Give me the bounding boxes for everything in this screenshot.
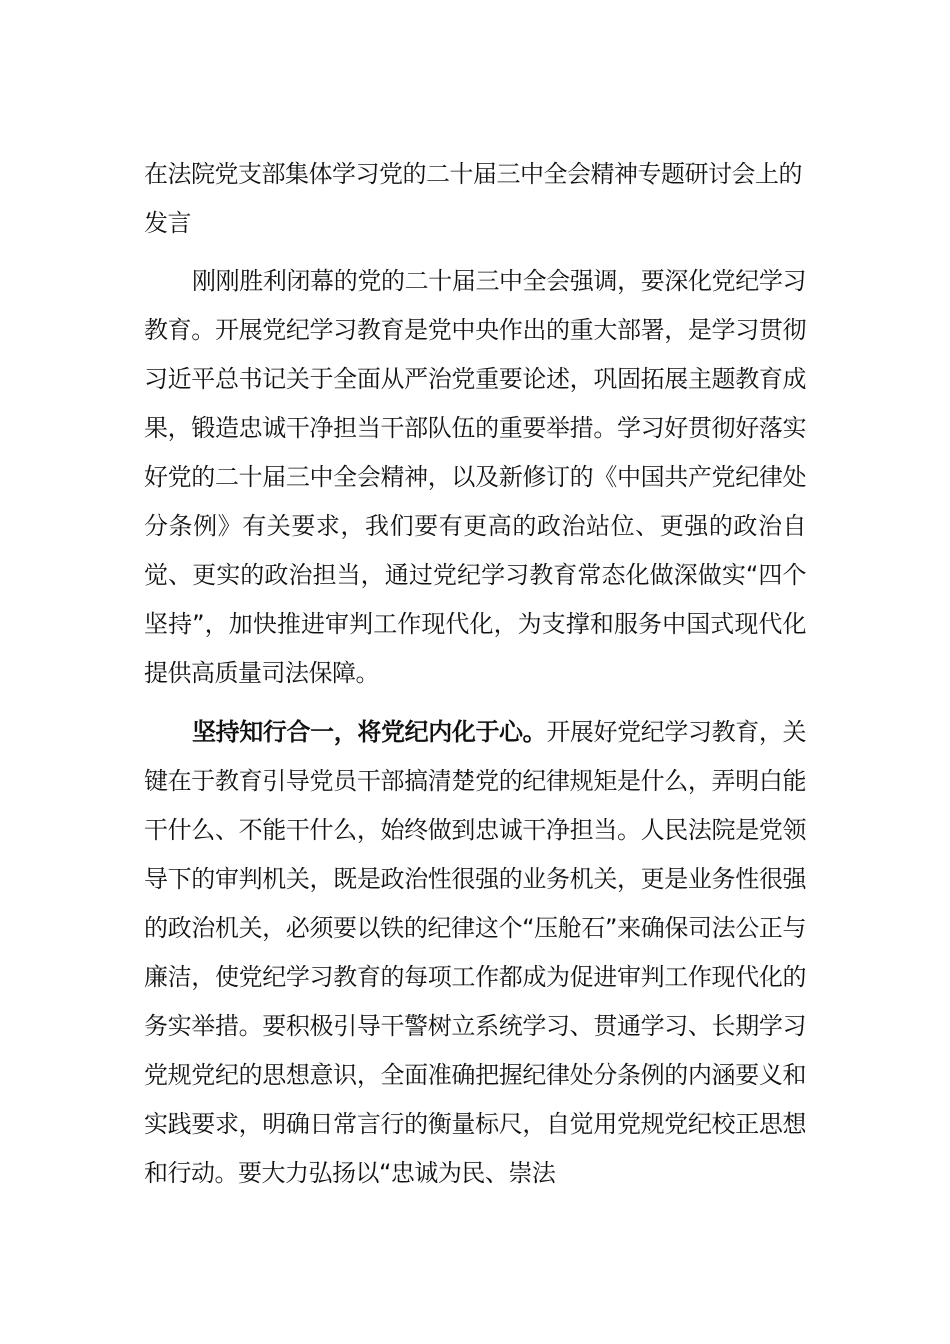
paragraph-intro: 刚刚胜利闭幕的党的二十届三中全会强调，要深化党纪学习教育。开展党纪学习教育是党中央作出的重大部署，是学习贯彻习近平总书记关于全面从严治党重要论述，巩固拓展主题教育成果，锻造忠诚干净担当干部队伍的重要举措。学习好贯彻好落实好党的二十届三中全会精神，以及新修订的《中国共产党纪律处分条例》有关要求，我们要有更高的政治站位、更强的政治自觉、更实的政治担当，通过党纪学习教育常态化做深做实“四个坚持”，加快推进审判工作现代化，为支撑和服务中国式现代化提供高质量司法保障。 (144, 267, 806, 687)
document-content (144, 150, 806, 1208)
section-heading: 坚持知行合一，将党纪内化于心。 (192, 718, 547, 746)
section-body: 开展好党纪学习教育，关键在于教育引导党员干部搞清楚党的纪律规矩是什么，弄明白能干什么、不能干什么，始终做到忠诚干净担当。人民法院是党领导下的审判机关，既是政治性很强的业务机关，更是业务性很强的政治机关，必须要以铁的纪律这个“压舱石”来确保司法公正与廉洁，使党纪学习教育的每项工作都成为促进审判工作现代化的务实举措。要积极引导干警树立系统学习、贯通学习、长期学习党规党纪的思想意识，全面准确把握纪律处分条例的内涵要义和实践要求，明确日常言行的衡量标尺，自觉用党规党纪校正思想和行动。要大力弘扬以“忠诚为民、崇法 (144, 718, 807, 1187)
document-title: 在法院党支部集体学习党的二十届三中全会精神专题研讨会上的发言 (144, 160, 802, 237)
paragraph-section-one (144, 708, 806, 1198)
